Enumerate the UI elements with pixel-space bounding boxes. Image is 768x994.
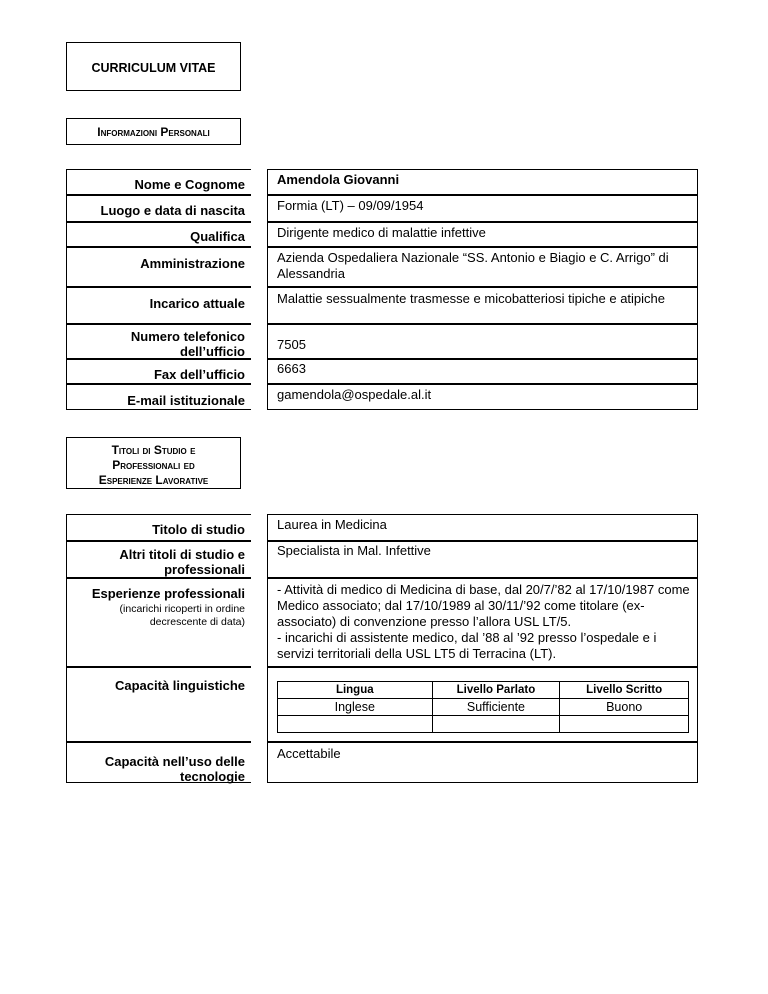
language-cell-lingua [278,716,433,733]
table-row [278,716,689,733]
value-tecnologie: Accettabile [267,742,698,783]
label-fax: Fax dell’ufficio [66,359,251,384]
language-header-parlato: Livello Parlato [432,682,560,699]
label-tecnologie-line2: tecnologie [179,769,245,784]
label-luogo: Luogo e data di nascita [66,195,251,222]
label-esperienze-title: Esperienze professionali [91,586,245,601]
value-altri: Specialista in Mal. Infettive [267,541,698,578]
value-fax: 6663 [267,359,698,384]
value-email: gamendola@ospedale.al.it [267,384,698,410]
language-cell-parlato [432,716,560,733]
label-tecnologie [66,742,251,783]
language-cell-lingua: Inglese [278,699,433,716]
value-qualifica: Dirigente medico di malattie infettive [267,222,698,247]
label-nome: Nome e Cognome [66,169,251,195]
section-studies-line2: Professionali ed [112,458,195,472]
table-row [278,699,689,716]
language-cell-scritto [560,716,689,733]
value-telefono: 7505 [267,324,698,359]
label-telefono-line1: Numero telefonico [130,329,245,344]
section-personal-title: Informazioni Personali [97,125,210,139]
section-personal-header [66,118,241,145]
value-titolo: Laurea in Medicina [267,514,698,541]
value-esperienze-para1: - Attività di medico di Medicina di base, dal 20/7/’82 al 17/10/1987 come Medico associato; dal 17/10/1989 al 30/11/’92 come titolare (ex-associato) di convenzione presso l’allora USL LT/5. [277,582,690,629]
value-esperienze [267,578,698,667]
section-studies-line1: Titoli di Studio e [111,443,196,457]
label-email: E-mail istituzionale [66,384,251,410]
label-lingue: Capacità linguistiche [66,667,251,742]
label-incarico: Incarico attuale [66,287,251,324]
language-table [277,681,689,733]
label-amministrazione: Amministrazione [66,247,251,287]
label-altri-line2: professionali [164,562,245,577]
label-esperienze-note: (incarichi ricoperti in ordine decrescente di data) [119,603,245,628]
label-altri-line1: Altri titoli di studio e [119,547,245,562]
language-cell-parlato: Sufficiente [432,699,560,716]
label-tecnologie-line1: Capacità nell’uso delle [104,754,245,769]
section-studies-line3: Esperienze Lavorative [98,473,209,487]
section-studies-header [66,437,241,489]
label-titolo: Titolo di studio [66,514,251,541]
value-nome: Amendola Giovanni [267,169,698,195]
cv-title: CURRICULUM VITAE [91,61,216,75]
value-luogo: Formia (LT) – 09/09/1954 [267,195,698,222]
cv-title-box [66,42,241,91]
value-esperienze-para2: - incarichi di assistente medico, dal ’88 al ’92 presso l’ospedale e i servizi territoriali della USL LT5 di Terracina (LT). [277,630,657,661]
language-header-scritto: Livello Scritto [560,682,689,699]
value-amministrazione: Azienda Ospedaliera Nazionale “SS. Antonio e Biagio e C. Arrigo” di Alessandria [267,247,698,287]
label-qualifica: Qualifica [66,222,251,247]
label-telefono-line2: dell’ufficio [180,344,245,359]
label-altri [66,541,251,578]
language-cell-scritto: Buono [560,699,689,716]
label-esperienze [66,578,251,667]
language-table-header [278,682,689,699]
label-telefono [66,324,251,359]
value-incarico: Malattie sessualmente trasmesse e micobatteriosi tipiche e atipiche [267,287,698,324]
language-header-lingua: Lingua [278,682,433,699]
